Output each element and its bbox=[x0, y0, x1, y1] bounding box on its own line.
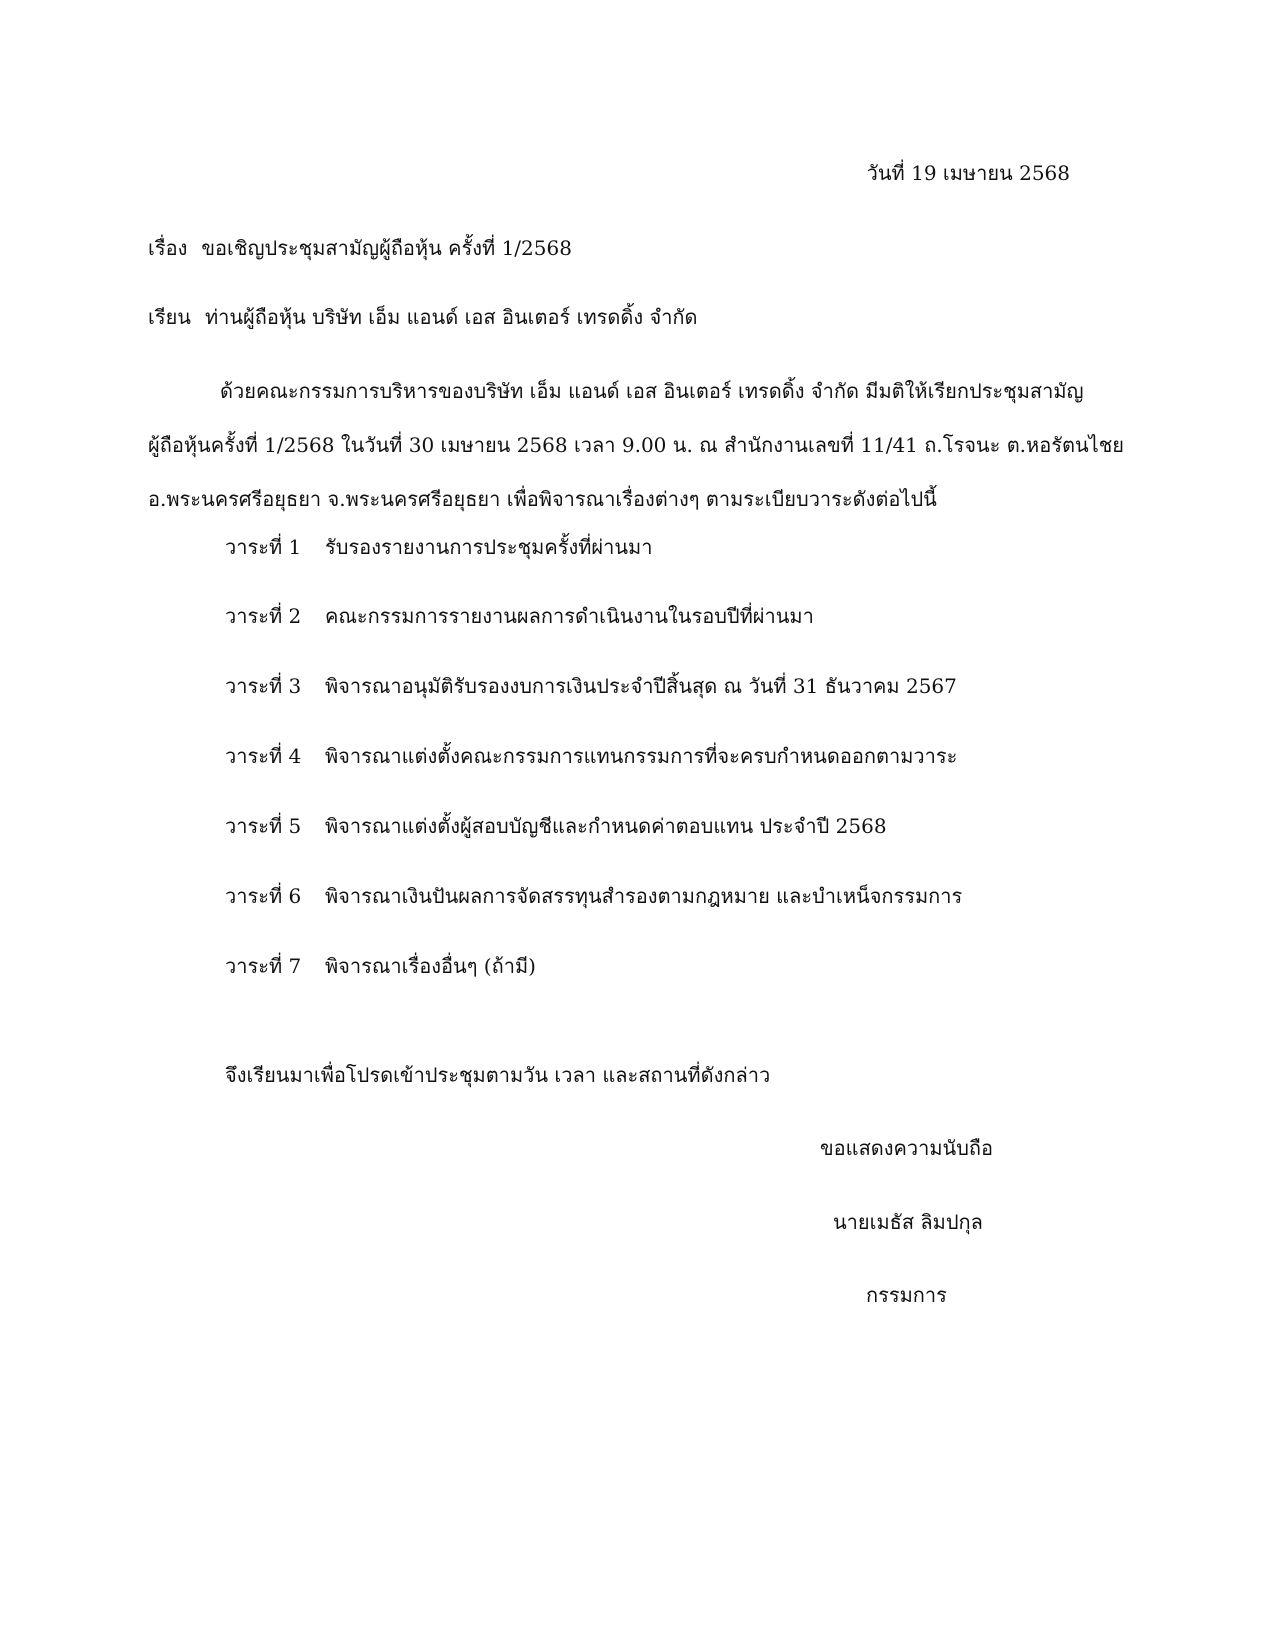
agenda-text: พิจารณาอนุมัติรับรองงบการเงินประจำปีสิ้นสุด ณ วันที่ 31 ธันวาคม 2567 bbox=[325, 674, 957, 698]
agenda-text: พิจารณาเงินปันผลการจัดสรรทุนสำรองตามกฎหมาย และบำเหน็จกรรมการ bbox=[325, 884, 963, 908]
signer-position: กรรมการ bbox=[866, 1283, 947, 1307]
agenda-text: พิจารณาเรื่องอื่นๆ (ถ้ามี) bbox=[325, 954, 536, 978]
agenda-number: วาระที่ 3 bbox=[225, 674, 302, 698]
agenda-text: คณะกรรมการรายงานผลการดำเนินงานในรอบปีที่ผ่านมา bbox=[325, 604, 814, 628]
agenda-number: วาระที่ 7 bbox=[225, 954, 302, 978]
agenda-number: วาระที่ 6 bbox=[225, 884, 302, 908]
agenda-item bbox=[225, 601, 814, 631]
agenda-item bbox=[225, 881, 962, 911]
subject-line bbox=[148, 233, 572, 263]
recipient-label: เรียน bbox=[148, 305, 191, 329]
body-paragraph-line-1: ด้วยคณะกรรมการบริหารของบริษัท เอ็ม แอนด์ เอส อินเตอร์ เทรดดิ้ง จำกัด มีมติให้เรียกประชุมสามัญ bbox=[220, 379, 1084, 403]
agenda-text: พิจารณาแต่งตั้งผู้สอบบัญชีและกำหนดค่าตอบแทน ประจำปี 2568 bbox=[325, 814, 887, 838]
agenda-item bbox=[225, 532, 652, 562]
recipient-text: ท่านผู้ถือหุ้น บริษัท เอ็ม แอนด์ เอส อินเตอร์ เทรดดิ้ง จำกัด bbox=[204, 305, 698, 329]
agenda-item bbox=[225, 671, 957, 701]
subject-text: ขอเชิญประชุมสามัญผู้ถือหุ้น ครั้งที่ 1/2568 bbox=[201, 236, 572, 260]
signer-name: นายเมธัส ลิมปกุล bbox=[833, 1210, 983, 1234]
agenda-text: พิจารณาแต่งตั้งคณะกรรมการแทนกรรมการที่จะครบกำหนดออกตามวาระ bbox=[325, 744, 958, 768]
letter-date: วันที่ 19 เมษายน 2568 bbox=[866, 161, 1070, 185]
agenda-number: วาระที่ 2 bbox=[225, 604, 302, 628]
subject-label: เรื่อง bbox=[148, 236, 188, 260]
body-paragraph-line-3: อ.พระนครศรีอยุธยา จ.พระนครศรีอยุธยา เพื่อพิจารณาเรื่องต่างๆ ตามระเบียบวาระดังต่อไปนี้ bbox=[148, 487, 937, 511]
recipient-line bbox=[148, 302, 698, 332]
agenda-text: รับรองรายงานการประชุมครั้งที่ผ่านมา bbox=[325, 535, 653, 559]
body-paragraph-line-2: ผู้ถือหุ้นครั้งที่ 1/2568 ในวันที่ 30 เมษายน 2568 เวลา 9.00 น. ณ สำนักงานเลขที่ 11/41 ถ.โรจนะ ต.หอรัตนไชย bbox=[148, 433, 1124, 457]
agenda-number: วาระที่ 4 bbox=[225, 744, 302, 768]
agenda-item bbox=[225, 811, 887, 841]
regards-line: ขอแสดงความนับถือ bbox=[820, 1136, 994, 1160]
closing-sentence: จึงเรียนมาเพื่อโปรดเข้าประชุมตามวัน เวลา และสถานที่ดังกล่าว bbox=[225, 1063, 771, 1087]
agenda-number: วาระที่ 5 bbox=[225, 814, 302, 838]
agenda-item bbox=[225, 951, 536, 981]
agenda-number: วาระที่ 1 bbox=[225, 535, 302, 559]
agenda-item bbox=[225, 741, 957, 771]
